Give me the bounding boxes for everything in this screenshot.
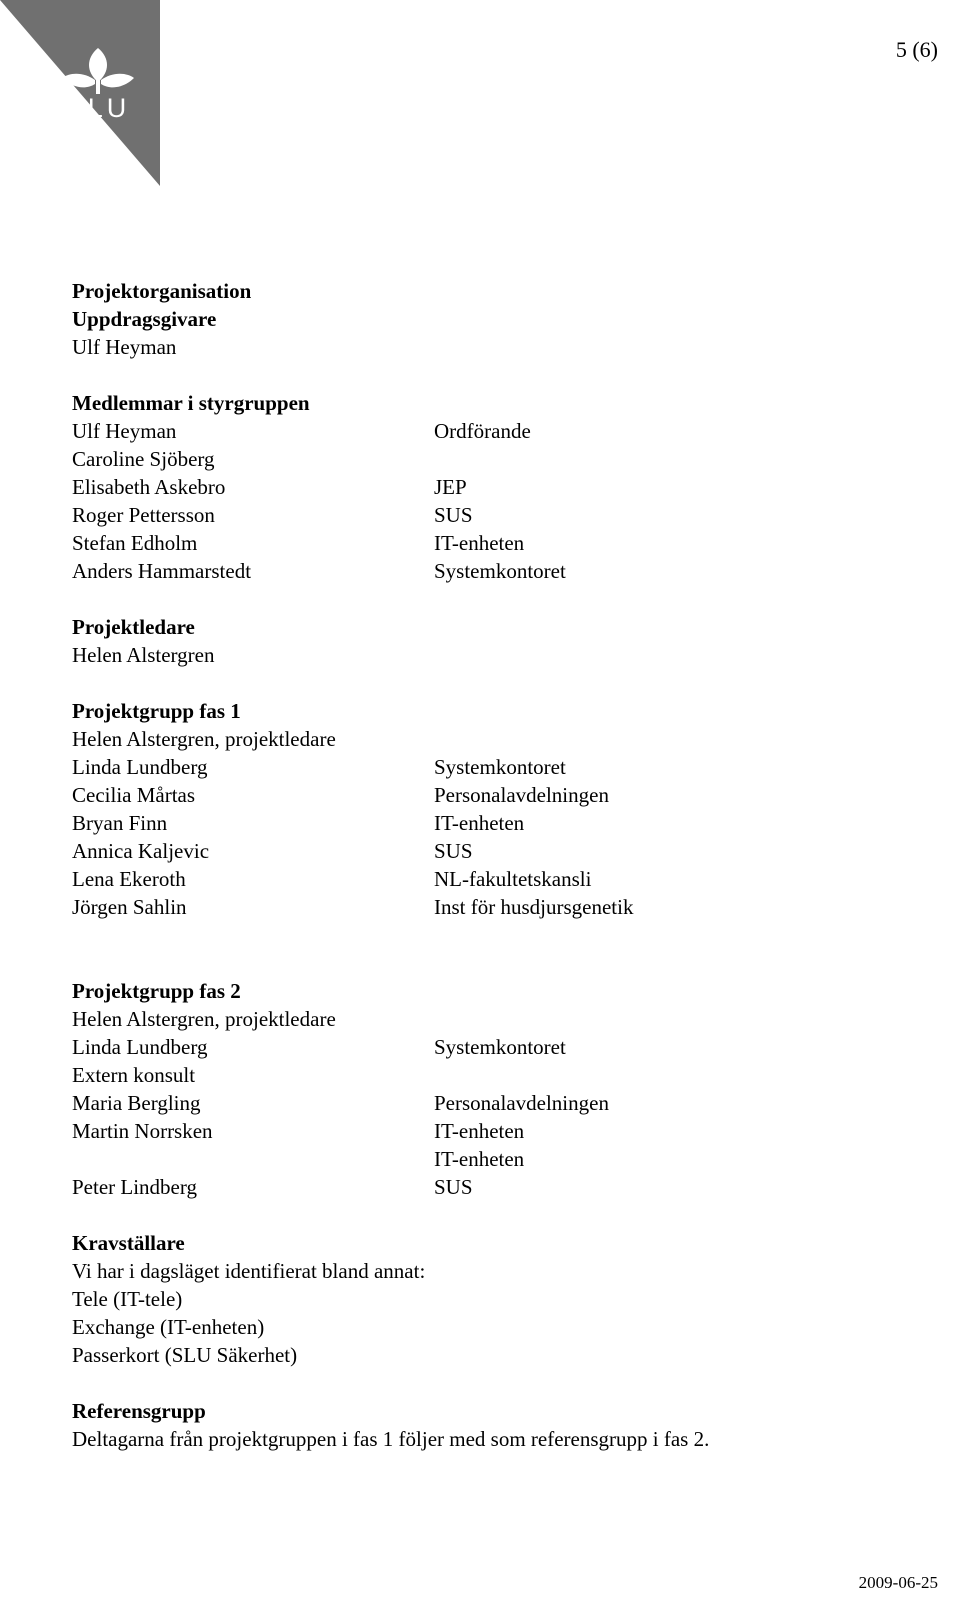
member-name: Extern konsult [72,1063,196,1087]
member-org: IT-enheten [434,1147,525,1171]
fas2-row [72,1033,932,1061]
member-name: Anders Hammarstedt [72,559,252,583]
fas2-row [72,1117,932,1145]
member-name: Jörgen Sahlin [72,895,187,919]
member-org: Systemkontoret [434,1035,566,1059]
member-name: Lena Ekeroth [72,867,186,891]
fas2-row [72,1061,932,1089]
fas1-row [72,725,932,753]
fas1-row [72,809,932,837]
member-org: SUS [434,839,473,863]
section-styrgrupp [72,389,932,585]
fas1-row [72,865,932,893]
member-name: Cecilia Mårtas [72,783,196,807]
member-org: SUS [434,1175,473,1199]
member-name: Linda Lundberg [72,755,208,779]
styrgrupp-row [72,473,932,501]
referensgrupp-heading: Referensgrupp [72,1399,206,1423]
fas2-row [72,1005,932,1033]
member-name: Helen Alstergren, projektledare [72,1007,336,1031]
member-org: NL-fakultetskansli [434,867,592,891]
member-org: SUS [434,503,473,527]
fas1-row [72,837,932,865]
member-org: Systemkontoret [434,559,566,583]
member-name: Ulf Heyman [72,419,177,443]
document-date: 2009-06-25 [858,1573,938,1592]
member-name: Elisabeth Askebro [72,475,226,499]
kravstallare-line: Vi har i dagsläget identifierat bland annat: [72,1259,426,1283]
slu-logo [0,0,162,188]
kravstallare-line: Tele (IT-tele) [72,1287,183,1311]
fas1-row [72,753,932,781]
section-projektgrupp-fas2 [72,977,932,1201]
fas1-row [72,893,932,921]
fas2-row [72,1173,932,1201]
fas1-heading: Projektgrupp fas 1 [72,699,241,723]
member-name: Stefan Edholm [72,531,198,555]
member-name: Roger Pettersson [72,503,215,527]
fas2-heading: Projektgrupp fas 2 [72,979,241,1003]
document-body [72,277,932,1481]
styrgrupp-row [72,557,932,585]
member-name: Martin Norrsken [72,1119,213,1143]
section-projektledare [72,613,932,669]
kravstallare-heading: Kravställare [72,1231,185,1255]
referensgrupp-text: Deltagarna från projektgruppen i fas 1 följer med som referensgrupp i fas 2. [72,1427,710,1451]
fas1-row [72,781,932,809]
member-name: Linda Lundberg [72,1035,208,1059]
styrgrupp-row [72,445,932,473]
member-org: IT-enheten [434,811,525,835]
member-name: Peter Lindberg [72,1175,197,1199]
member-name: Bryan Finn [72,811,168,835]
styrgrupp-heading: Medlemmar i styrgruppen [72,391,310,415]
styrgrupp-row [72,417,932,445]
member-name: Maria Bergling [72,1091,201,1115]
section-referensgrupp [72,1397,932,1453]
member-name: Caroline Sjöberg [72,447,215,471]
logo-text: SLU [65,93,131,123]
member-name: Annica Kaljevic [72,839,210,863]
section-projektgrupp-fas1 [72,697,932,921]
projektledare-name: Helen Alstergren [72,643,215,667]
fas2-row [72,1089,932,1117]
projektledare-heading: Projektledare [72,615,195,639]
member-org: Systemkontoret [434,755,566,779]
member-name: Helen Alstergren, projektledare [72,727,336,751]
member-org: Personalavdelningen [434,1091,609,1115]
section-kravstallare [72,1229,932,1369]
member-org: Inst för husdjursgenetik [434,895,634,919]
page-number: 5 (6) [895,37,938,62]
section-uppdragsgivare [72,277,932,361]
member-org: Personalavdelningen [434,783,609,807]
document-title: Projektorganisation [72,279,252,303]
uppdragsgivare-name: Ulf Heyman [72,335,177,359]
styrgrupp-row [72,501,932,529]
member-org: IT-enheten [434,531,525,555]
member-org: IT-enheten [434,1119,525,1143]
kravstallare-line: Passerkort (SLU Säkerhet) [72,1343,298,1367]
uppdragsgivare-heading: Uppdragsgivare [72,307,217,331]
kravstallare-line: Exchange (IT-enheten) [72,1315,265,1339]
member-name [72,1145,434,1173]
styrgrupp-row [72,529,932,557]
member-org: Ordförande [434,419,531,443]
member-org: JEP [434,475,467,499]
fas2-row [72,1145,932,1173]
